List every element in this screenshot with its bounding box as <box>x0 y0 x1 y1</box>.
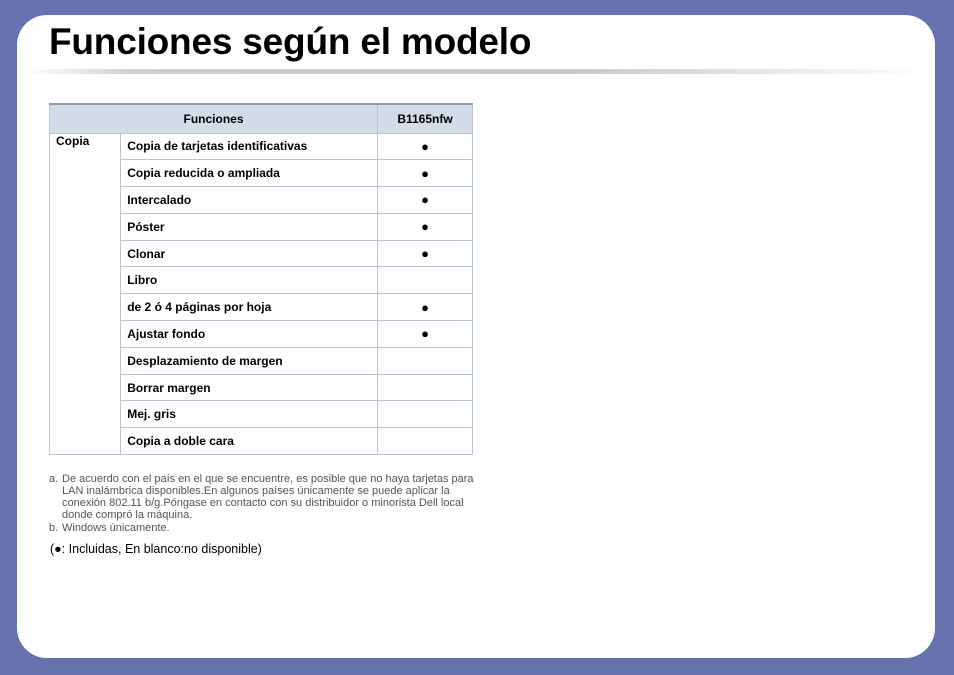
feature-cell: Clonar <box>121 240 378 267</box>
footnotes <box>49 473 479 535</box>
header-model: B1165nfw <box>378 104 473 133</box>
feature-cell: Libro <box>121 267 378 294</box>
feature-cell: Desplazamiento de margen <box>121 347 378 374</box>
footnote-text: De acuerdo con el país en el que se encuentre, es posible que no haya tarjetas para LAN inalámbrica disponibles.En algunos países únicamente se puede aplicar la conexión 802.11 b/g.Póngase en contacto con su distribuidor o minorista Dell local donde compró la máquina. <box>62 473 474 521</box>
footnote-letter: b. <box>49 522 59 534</box>
availability-cell: ● <box>378 133 473 160</box>
availability-cell: ● <box>378 160 473 187</box>
availability-cell: ● <box>378 213 473 240</box>
feature-cell: Intercalado <box>121 187 378 214</box>
availability-cell <box>378 347 473 374</box>
title-divider <box>25 69 930 74</box>
availability-cell: ● <box>378 294 473 321</box>
footnote-b <box>49 522 479 534</box>
feature-cell: Mej. gris <box>121 401 378 428</box>
category-cell: Copia <box>50 133 121 455</box>
page-title: Funciones según el modelo <box>49 21 532 62</box>
table-body <box>50 133 473 455</box>
feature-cell: Copia de tarjetas identificativas <box>121 133 378 160</box>
availability-cell: ● <box>378 187 473 214</box>
availability-cell <box>378 401 473 428</box>
feature-cell: Ajustar fondo <box>121 321 378 348</box>
availability-cell <box>378 374 473 401</box>
footnote-text: Windows únicamente. <box>62 522 170 534</box>
feature-cell: de 2 ó 4 páginas por hoja <box>121 294 378 321</box>
header-funciones: Funciones <box>50 104 378 133</box>
availability-cell <box>378 428 473 455</box>
footnote-letter: a. <box>49 473 59 485</box>
feature-cell: Copia reducida o ampliada <box>121 160 378 187</box>
table-row <box>50 133 473 160</box>
feature-cell: Borrar margen <box>121 374 378 401</box>
table-header-row <box>50 104 473 133</box>
feature-cell: Póster <box>121 213 378 240</box>
features-table <box>49 103 473 455</box>
availability-cell: ● <box>378 240 473 267</box>
footnote-a <box>49 473 479 521</box>
legend-note: (●: Incluidas, En blanco:no disponible) <box>50 542 262 556</box>
feature-cell: Copia a doble cara <box>121 428 378 455</box>
page <box>17 15 935 658</box>
availability-cell: ● <box>378 321 473 348</box>
availability-cell <box>378 267 473 294</box>
